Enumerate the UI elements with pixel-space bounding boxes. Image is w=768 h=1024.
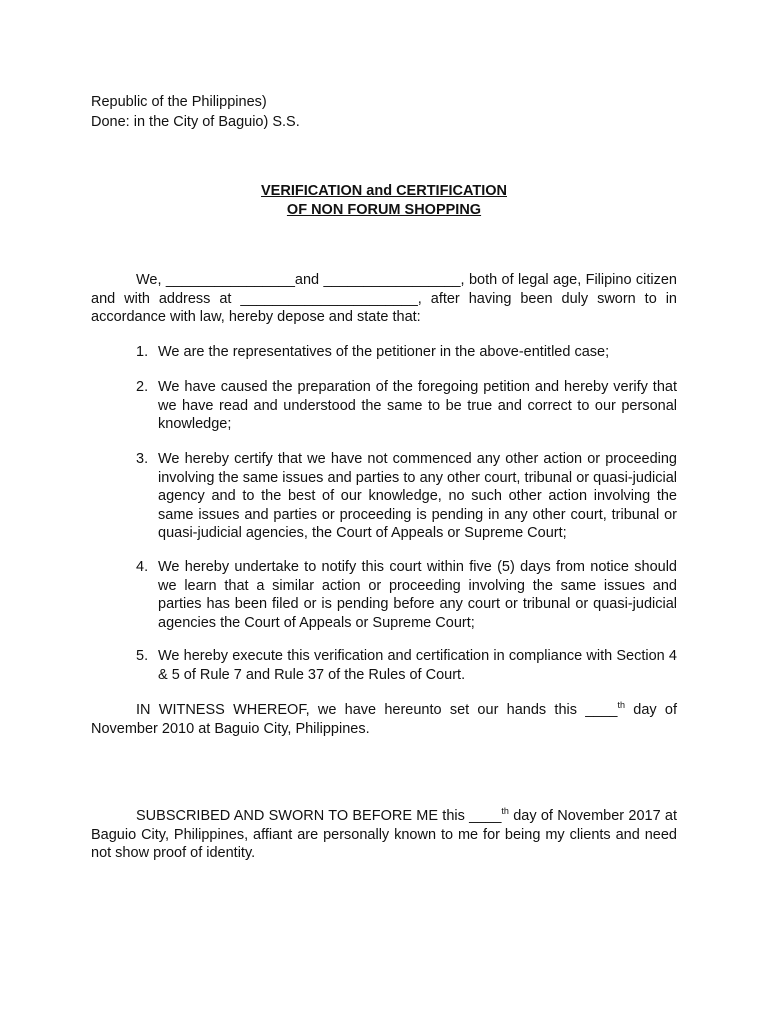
list-item-text: We hereby undertake to notify this court within five (5) days from notice should we learn that a similar action or proceeding involving the same issues and parties has been filed or is pending before any court or tribunal or quasi-judicial agencies the Court of Appeals or Supreme Court;: [158, 559, 677, 631]
jurat-text-end: day of November 2017 at Baguio City, Philippines, affiant are personally known to me for being my clients and need not show proof of identity.: [91, 808, 678, 861]
jurat-paragraph: [91, 807, 677, 863]
list-item-number: 5.: [136, 648, 149, 664]
witness-text-start: IN WITNESS WHEREOF, we have hereunto set our hands this ____: [136, 702, 618, 718]
list-item-text: We hereby execute this verification and certification in compliance with Section 4 & 5 of Rule 7 and Rule 37 of the Rules of Court.: [158, 648, 677, 683]
list-item-number: 3.: [136, 451, 149, 467]
list-item-number: 1.: [136, 344, 149, 360]
jurat-superscript: th: [501, 806, 509, 816]
title-line-1: VERIFICATION and CERTIFICATION: [261, 183, 507, 199]
witness-superscript: th: [617, 700, 626, 710]
witness-paragraph: [91, 701, 677, 738]
title-line-2: OF NON FORUM SHOPPING: [286, 202, 482, 218]
witness-text-end: day of November 2010 at Baguio City, Philippines.: [91, 702, 677, 737]
list-item-text: We have caused the preparation of the foregoing petition and hereby verify that we have read and understood the same to be true and correct to our personal knowledge;: [158, 379, 677, 432]
list-item-1: [136, 343, 677, 362]
jurat-text-start: SUBSCRIBED AND SWORN TO BEFORE ME this ____: [136, 808, 502, 824]
document-title: [0, 182, 768, 220]
list-item-5: [136, 647, 677, 684]
list-item-4: [136, 558, 677, 632]
venue-line-city: Done: in the City of Baguio) S.S.: [91, 114, 300, 130]
intro-paragraph: We, ________________and _________________, both of legal age, Filipino citizen and with address at ______________________, after having been duly sworn to in accordance with law, hereby depose and state that:: [91, 272, 677, 325]
list-item-text: We hereby certify that we have not commenced any other action or proceeding involving the same issues and parties to any other court, tribunal or quasi-judicial agency and to the best of our knowledge, no such other action involving the same issues and parties or proceeding is pending in any other court, tribunal or quasi-judicial agencies, the Court of Appeals or Supreme Court;: [158, 451, 677, 541]
list-item-3: [136, 450, 677, 543]
list-item-number: 4.: [136, 559, 149, 575]
venue-line-republic: Republic of the Philippines): [91, 94, 267, 110]
venue-block: [91, 92, 300, 132]
list-item-2: [136, 378, 677, 434]
list-item-text: We are the representatives of the petitioner in the above-entitled case;: [158, 344, 610, 360]
list-item-number: 2.: [136, 379, 149, 395]
